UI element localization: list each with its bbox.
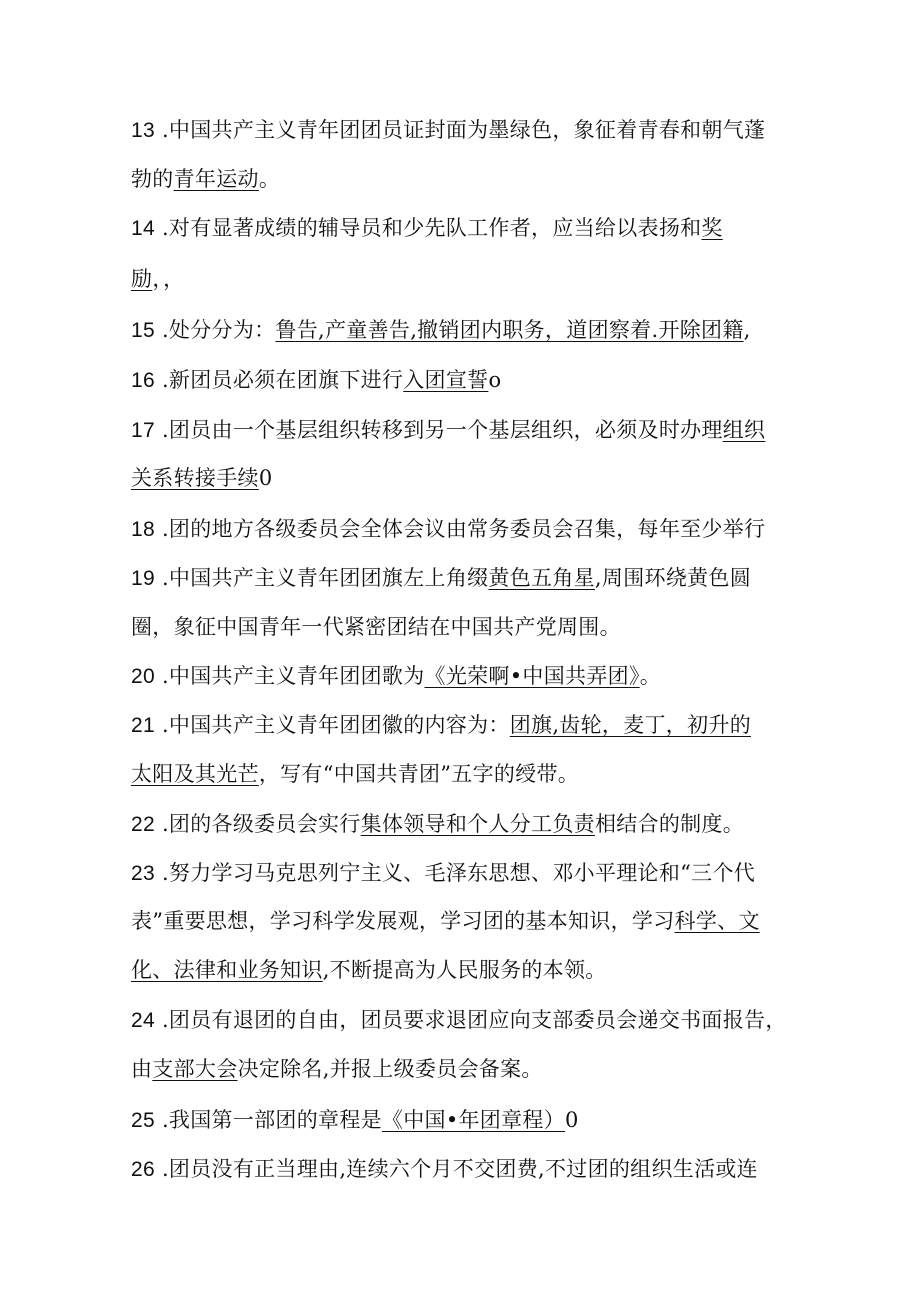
answer-underlined: 《中国•年团章程） xyxy=(381,1108,566,1132)
text-after: ，写有“中国共青团”五字的绶带。 xyxy=(258,762,580,786)
text-line xyxy=(131,1006,787,1035)
item-number: 23 xyxy=(131,862,155,885)
item-dot: . xyxy=(154,517,169,541)
text: 中国共产主义青年团团员证封面为墨绿色，象征着青春和朝气蓬 xyxy=(168,118,766,142)
item-number: 13 xyxy=(131,119,155,142)
text-after: 0 xyxy=(258,466,273,490)
text-line xyxy=(131,116,765,145)
item-number: 19 xyxy=(131,567,155,590)
item-dot: . xyxy=(154,566,169,590)
item-number: 15 xyxy=(131,319,155,342)
item-number: 16 xyxy=(131,369,155,392)
answer-underlined: 鲁告,产童善告,撤销团内职务，道团察着.开除团籍 xyxy=(275,318,744,342)
answer-underlined: 青年运动 xyxy=(173,167,259,191)
text-line xyxy=(131,1155,758,1184)
text-line xyxy=(131,760,579,789)
text: 新团员必须在团旗下进行 xyxy=(168,368,404,392)
text: 我国第一部团的章程是 xyxy=(168,1108,382,1132)
answer-underlined: 组织 xyxy=(722,418,766,442)
answer-underlined: 支部大会 xyxy=(152,1057,238,1081)
text-line xyxy=(131,907,760,936)
text-after: 相结合的制度。 xyxy=(594,812,745,836)
text-after: ,周围环绕黄色圆 xyxy=(594,566,751,590)
item-number: 20 xyxy=(131,665,155,688)
answer-underlined: 太阳及其光芒 xyxy=(131,762,259,786)
text-line xyxy=(131,165,280,194)
text-line xyxy=(131,515,765,544)
item-dot: . xyxy=(154,713,169,737)
answer-underlined: 科学、文 xyxy=(674,909,760,933)
item-dot: . xyxy=(154,861,169,885)
item-dot: . xyxy=(154,664,169,688)
item-dot: . xyxy=(154,1008,169,1032)
answer-underlined: 《光荣啊•中国共弄团》 xyxy=(424,664,640,688)
text-line xyxy=(131,613,621,642)
text: 中国共产主义青年团团歌为 xyxy=(168,664,425,688)
item-number: 26 xyxy=(131,1158,155,1181)
answer-underlined: 化、法律和业务知识 xyxy=(131,958,323,982)
text: 表”重要思想，学习科学发展观，学习团的基本知识，学习 xyxy=(131,909,675,933)
item-dot: . xyxy=(154,118,169,142)
text-line xyxy=(131,464,272,493)
text-line xyxy=(131,1055,543,1084)
text-line xyxy=(131,662,661,691)
item-dot: . xyxy=(154,1108,169,1132)
item-dot: . xyxy=(154,368,169,392)
text-line xyxy=(131,564,751,593)
answer-underlined: 黄色五角星 xyxy=(488,566,595,590)
text: 团的地方各级委员会全体会议由常务委员会召集，每年至少举行 xyxy=(168,517,766,541)
text-after: o xyxy=(488,368,502,392)
item-dot: . xyxy=(154,1157,169,1181)
text-line xyxy=(131,366,501,395)
text: 团的各级委员会实行 xyxy=(168,812,361,836)
text-after: 决定除名,并报上级委员会备案。 xyxy=(237,1057,543,1081)
text: 团员没有正当理由,连续六个月不交团费,不过团的组织生活或连 xyxy=(168,1157,758,1181)
text-after: ，， xyxy=(152,267,185,291)
text: 团员由一个基层组织转移到另一个基层组织，必须及时办理 xyxy=(168,418,723,442)
text-line xyxy=(131,1106,579,1135)
text: 中国共产主义青年团团徽的内容为： xyxy=(168,713,510,737)
text-after: 。 xyxy=(639,664,662,688)
item-dot: . xyxy=(154,318,169,342)
item-dot: . xyxy=(154,216,169,240)
text-line xyxy=(131,711,751,740)
text-after: 。 xyxy=(258,167,281,191)
text: 团员有退团的自由，团员要求退团应向支部委员会递交书面报告， xyxy=(168,1008,787,1032)
item-dot: . xyxy=(154,812,169,836)
text: 勃的 xyxy=(131,167,174,191)
text-line xyxy=(131,810,744,839)
answer-underlined: 集体领导和个人分工负责 xyxy=(360,812,595,836)
text: 对有显著成绩的辅导员和少先队工作者，应当给以表扬和 xyxy=(168,216,702,240)
text: 努力学习马克思列宁主义、毛泽东思想、邓小平理论和“三个代 xyxy=(168,861,756,885)
item-number: 18 xyxy=(131,518,155,541)
item-number: 24 xyxy=(131,1009,155,1032)
text: 圈，象征中国青年一代紧密团结在中国共产党周围。 xyxy=(131,615,621,639)
text: 中国共产主义青年团团旗左上角缀 xyxy=(168,566,489,590)
answer-underlined: 奖 xyxy=(701,216,723,240)
answer-underlined: 入团宣誓 xyxy=(403,368,489,392)
text-line xyxy=(131,214,723,243)
text-after: , xyxy=(743,318,751,342)
answer-underlined: 励 xyxy=(131,267,153,291)
answer-underlined: 团旗,齿轮，麦丁，初升的 xyxy=(509,713,752,737)
item-number: 14 xyxy=(131,217,155,240)
text-line xyxy=(131,416,765,445)
text-line xyxy=(131,316,751,345)
text: 由 xyxy=(131,1057,153,1081)
item-dot: . xyxy=(154,418,169,442)
text-after: 0 xyxy=(565,1108,579,1132)
text-after: ,不断提高为人民服务的本领。 xyxy=(322,958,607,982)
text-line xyxy=(131,859,755,888)
text-line xyxy=(131,265,184,294)
text: 处分分为： xyxy=(168,318,276,342)
item-number: 21 xyxy=(131,714,155,737)
item-number: 22 xyxy=(131,813,155,836)
item-number: 17 xyxy=(131,419,155,442)
item-number: 25 xyxy=(131,1109,155,1132)
answer-underlined: 关系转接手续 xyxy=(131,466,259,490)
text-line xyxy=(131,956,607,985)
